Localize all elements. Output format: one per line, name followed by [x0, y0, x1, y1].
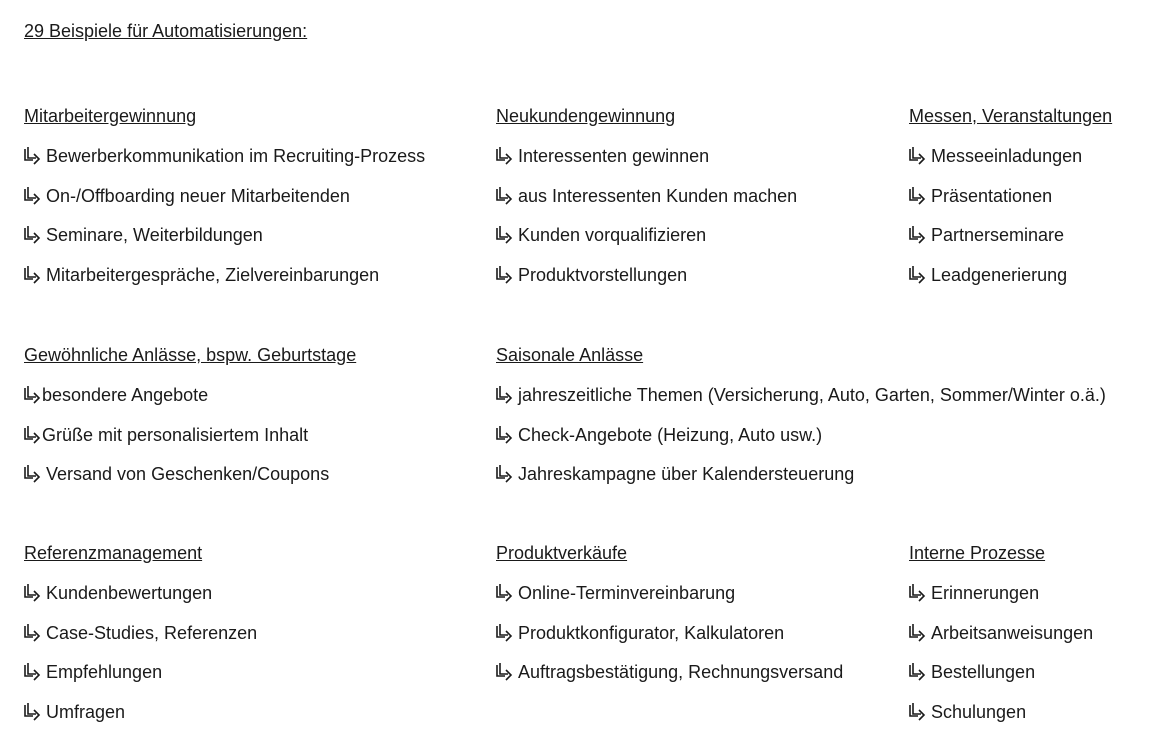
- list-item: [496, 660, 843, 684]
- list-item: [909, 581, 1093, 605]
- section-list: [496, 383, 1106, 486]
- list-item: [24, 462, 356, 486]
- section-list: [496, 581, 843, 684]
- list-item: [496, 184, 797, 208]
- list-item: [496, 462, 1106, 486]
- down-right-arrow-icon: [496, 385, 513, 405]
- document-title: 29 Beispiele für Automatisierungen:: [24, 21, 308, 41]
- list-item: [24, 383, 356, 407]
- list-item: [24, 144, 425, 168]
- section-8: [909, 541, 1093, 740]
- list-item-text: Interessenten gewinnen: [518, 146, 710, 166]
- down-right-arrow-icon: [496, 464, 513, 484]
- down-right-arrow-icon: [496, 146, 513, 166]
- section-heading: Saisonale Anlässe: [496, 345, 644, 365]
- list-item-text: Empfehlungen: [46, 662, 163, 683]
- down-right-arrow-icon: [496, 623, 513, 643]
- down-right-arrow-icon: [496, 186, 513, 206]
- down-right-arrow-icon: [24, 146, 41, 166]
- list-item-text: Case-Studies, Referenzen: [46, 622, 258, 643]
- down-right-arrow-icon: [24, 265, 41, 285]
- down-right-arrow-icon: [496, 225, 513, 245]
- list-item: [909, 144, 1112, 168]
- list-item: [496, 581, 843, 605]
- section-list: [909, 581, 1093, 724]
- down-right-arrow-icon: [24, 662, 41, 682]
- list-item-text: aus Interessenten Kunden machen: [518, 185, 798, 206]
- down-right-arrow-icon: [24, 186, 41, 206]
- down-right-arrow-icon: [24, 583, 41, 603]
- list-item-text: Umfragen: [46, 702, 126, 723]
- down-right-arrow-icon: [24, 385, 41, 405]
- list-item-text: Jahreskampagne über Kalendersteuerung: [518, 464, 855, 485]
- section-1: [24, 104, 425, 303]
- list-item-text: Kundenbewertungen: [46, 583, 213, 603]
- list-item: [909, 223, 1112, 247]
- down-right-arrow-icon: [24, 623, 41, 643]
- list-item: [24, 581, 257, 605]
- list-item: [909, 621, 1093, 645]
- list-item: [496, 223, 797, 247]
- list-item: [24, 660, 257, 684]
- list-item: [496, 621, 843, 645]
- down-right-arrow-icon: [909, 146, 926, 166]
- down-right-arrow-icon: [496, 662, 513, 682]
- list-item-text: jahreszeitliche Themen (Versicherung, Auto, Garten, Sommer/Winter o.ä.): [518, 385, 1106, 405]
- down-right-arrow-icon: [24, 702, 41, 722]
- section-6: [24, 541, 257, 740]
- section-heading: Interne Prozesse: [909, 543, 1046, 563]
- section-list: [24, 383, 356, 486]
- list-item-text: Versand von Geschenken/Coupons: [46, 464, 330, 485]
- section-heading: Neukundengewinnung: [496, 106, 676, 126]
- list-item: [496, 383, 1106, 407]
- down-right-arrow-icon: [909, 265, 926, 285]
- list-item-text: Schulungen: [931, 702, 1027, 723]
- down-right-arrow-icon: [909, 662, 926, 682]
- section-heading: Referenzmanagement: [24, 543, 203, 563]
- list-item-text: Arbeitsanweisungen: [931, 622, 1094, 643]
- list-item: [24, 621, 257, 645]
- list-item-text: Seminare, Weiterbildungen: [46, 225, 263, 246]
- list-item: [909, 184, 1112, 208]
- list-item-text: On-/Offboarding neuer Mitarbeitenden: [46, 185, 350, 206]
- list-item: [24, 263, 425, 287]
- list-item-text: Kunden vorqualifizieren: [518, 225, 707, 246]
- section-heading: Mitarbeitergewinnung: [24, 106, 197, 126]
- down-right-arrow-icon: [496, 583, 513, 603]
- list-item: [496, 144, 797, 168]
- section-2: [496, 104, 797, 303]
- section-heading: Produktverkäufe: [496, 543, 628, 563]
- list-item: [24, 223, 425, 247]
- down-right-arrow-icon: [909, 225, 926, 245]
- list-item-text: Bewerberkommunikation im Recruiting-Prozess: [46, 146, 426, 166]
- section-7: [496, 541, 843, 700]
- down-right-arrow-icon: [496, 265, 513, 285]
- list-item-text: Leadgenerierung: [931, 265, 1068, 286]
- list-item: [909, 263, 1112, 287]
- list-item-text: Messeeinladungen: [931, 146, 1083, 166]
- down-right-arrow-icon: [909, 186, 926, 206]
- section-4: [24, 343, 356, 502]
- list-item-text: Auftragsbestätigung, Rechnungsversand: [518, 662, 844, 683]
- down-right-arrow-icon: [909, 623, 926, 643]
- section-3: [909, 104, 1112, 303]
- list-item-text: Online-Terminvereinbarung: [518, 583, 736, 603]
- list-item: [24, 184, 425, 208]
- down-right-arrow-icon: [24, 425, 41, 445]
- list-item: [24, 700, 257, 724]
- section-list: [24, 581, 257, 724]
- list-item: [496, 423, 1106, 447]
- list-item-text: besondere Angebote: [42, 385, 209, 405]
- section-list: [909, 144, 1112, 287]
- section-list: [24, 144, 425, 287]
- list-item-text: Präsentationen: [931, 185, 1053, 206]
- list-item-text: Grüße mit personalisiertem Inhalt: [42, 424, 309, 445]
- section-heading: Gewöhnliche Anlässe, bspw. Geburtstage: [24, 345, 357, 365]
- section-list: [496, 144, 797, 287]
- list-item: [496, 263, 797, 287]
- list-item: [909, 660, 1093, 684]
- list-item-text: Bestellungen: [931, 662, 1036, 683]
- list-item-text: Check-Angebote (Heizung, Auto usw.): [518, 424, 823, 445]
- section-heading: Messen, Veranstaltungen: [909, 106, 1113, 126]
- down-right-arrow-icon: [909, 702, 926, 722]
- down-right-arrow-icon: [24, 464, 41, 484]
- list-item-text: Erinnerungen: [931, 583, 1040, 603]
- section-5: [496, 343, 1106, 502]
- list-item-text: Mitarbeitergespräche, Zielvereinbarungen: [46, 265, 380, 286]
- down-right-arrow-icon: [909, 583, 926, 603]
- down-right-arrow-icon: [24, 225, 41, 245]
- down-right-arrow-icon: [496, 425, 513, 445]
- list-item-text: Partnerseminare: [931, 225, 1065, 246]
- list-item: [24, 423, 356, 447]
- list-item-text: Produktkonfigurator, Kalkulatoren: [518, 622, 785, 643]
- list-item-text: Produktvorstellungen: [518, 265, 688, 286]
- list-item: [909, 700, 1093, 724]
